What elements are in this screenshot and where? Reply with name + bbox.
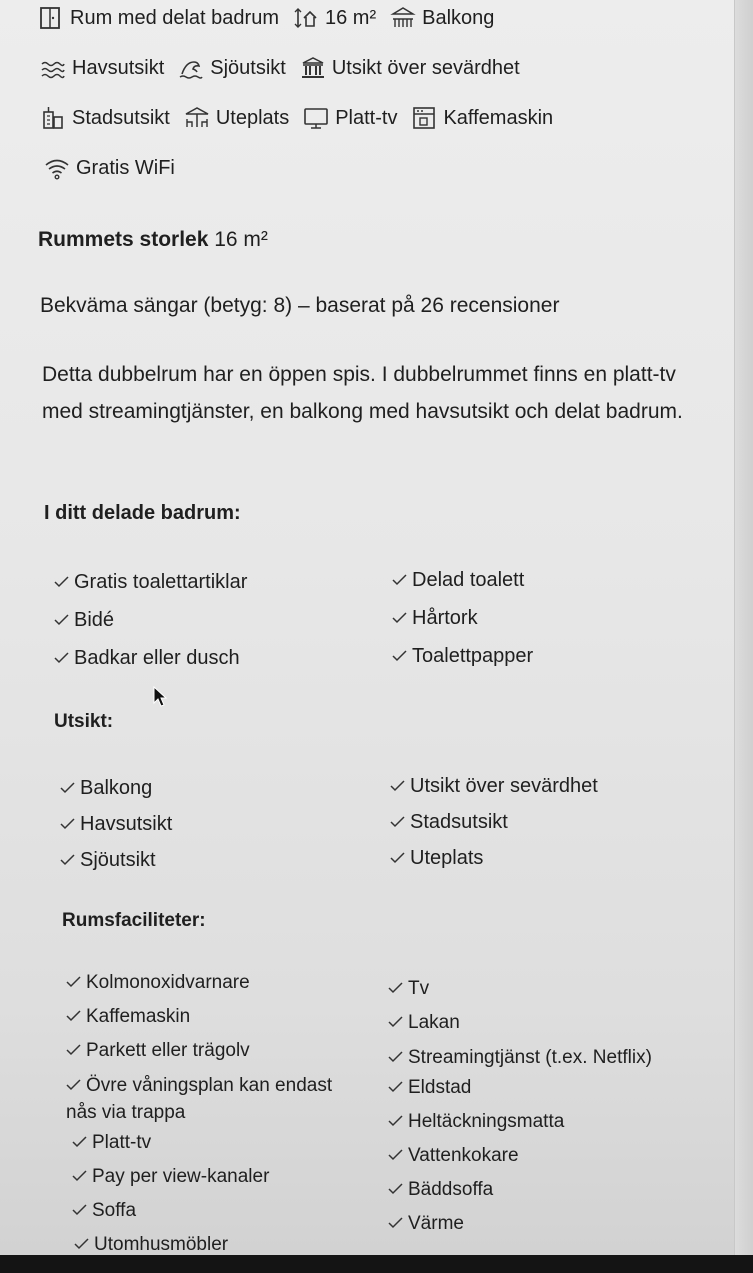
checkmark-icon	[66, 1034, 86, 1068]
checkmark-icon	[388, 1139, 408, 1173]
facility-label: Sjöutsikt	[210, 56, 286, 79]
facility-label: Kaffemaskin	[443, 106, 554, 129]
checkmark-icon	[60, 842, 80, 878]
list-item: Badkar eller dusch	[54, 639, 247, 677]
checkmark-icon	[388, 1207, 408, 1241]
facility-label: Rum med delat badrum	[70, 6, 279, 29]
facility-label: Utsikt över sevärdhet	[331, 56, 520, 79]
checkmark-icon	[388, 1173, 408, 1207]
checkmark-icon	[388, 1105, 408, 1139]
checkmark-icon	[54, 639, 74, 677]
checkmark-icon	[390, 804, 410, 840]
room-facilities-list-left	[66, 966, 356, 1255]
checkmark-icon	[74, 1228, 94, 1255]
list-item: Övre våningsplan kan endast nås via trappa	[66, 1068, 356, 1126]
list-item: Vattenkokare	[388, 1139, 688, 1173]
checkmark-icon	[392, 599, 412, 637]
room-size-label: Rummets storlek	[38, 228, 209, 251]
room-facilities-list-right	[388, 972, 688, 1241]
list-item: Platt-tv	[66, 1126, 356, 1160]
checkmark-icon	[66, 1072, 86, 1099]
landmark-icon	[300, 56, 326, 80]
facility-label: Platt-tv	[335, 106, 398, 129]
facility-patio	[184, 106, 289, 130]
checkmark-icon	[54, 563, 74, 601]
view-list-right	[390, 768, 598, 876]
checkmark-icon	[66, 1000, 86, 1034]
bathroom-title: I ditt delade badrum:	[44, 502, 241, 524]
list-item: Värme	[388, 1207, 688, 1241]
list-item: Delad toalett	[392, 561, 533, 599]
checkmark-icon	[60, 770, 80, 806]
list-item: Tv	[388, 972, 688, 1006]
list-item: Havsutsikt	[60, 806, 172, 842]
checkmark-icon	[66, 966, 86, 1000]
list-item: Pay per view-kanaler	[66, 1160, 356, 1194]
list-item: Eldstad	[388, 1071, 688, 1105]
facility-balcony	[390, 6, 494, 30]
city-view-icon	[40, 106, 66, 130]
sea-view-icon	[40, 56, 66, 80]
facility-label: Uteplats	[215, 106, 290, 129]
list-item: Utomhusmöbler	[66, 1228, 356, 1255]
lake-view-icon	[178, 56, 204, 80]
list-item: Kolmonoxidvarnare	[66, 966, 356, 1000]
view-list-left	[60, 770, 172, 878]
checkmark-icon	[390, 768, 410, 804]
list-item: Stadsutsikt	[390, 804, 598, 840]
checkmark-icon	[392, 561, 412, 599]
room-size-value: 16 m²	[214, 228, 268, 251]
room-size	[38, 228, 268, 252]
room-description: Detta dubbelrum har en öppen spis. I dubbelrummet finns en platt-tv med streamingtjänster, en balkong med havsutsikt och delat badrum.	[42, 363, 683, 423]
facility-row-2	[40, 56, 534, 80]
checkmark-icon	[388, 972, 408, 1006]
list-item: Hårtork	[392, 599, 533, 637]
patio-icon	[184, 106, 210, 130]
checkmark-icon	[390, 840, 410, 876]
list-item: Soffa	[66, 1194, 356, 1228]
room-facilities-title: Rumsfaciliteter:	[62, 910, 206, 931]
bed-rating-text: Bekväma sängar (betyg: 8) – baserat på 26 recensioner	[40, 294, 560, 317]
bathroom-list-left	[54, 563, 247, 677]
facility-room	[38, 6, 279, 30]
facility-coffee-machine	[411, 106, 553, 130]
scrollbar-gutter[interactable]	[734, 0, 753, 1255]
checkmark-icon	[388, 1044, 408, 1071]
checkmark-icon	[388, 1006, 408, 1040]
list-item: Streamingtjänst (t.ex. Netflix)	[388, 1040, 688, 1071]
facility-area	[293, 6, 376, 30]
facility-row-3	[40, 106, 567, 130]
facility-label: Stadsutsikt	[72, 106, 170, 129]
facility-city-view	[40, 106, 170, 130]
facility-tv	[303, 106, 397, 130]
facility-sea-view	[40, 56, 164, 80]
list-item: Gratis toalettartiklar	[54, 563, 247, 601]
checkmark-icon	[72, 1126, 92, 1160]
facility-label: 16 m²	[324, 6, 377, 29]
screen-bezel	[0, 1255, 753, 1273]
checkmark-icon	[72, 1194, 92, 1228]
checkmark-icon	[60, 806, 80, 842]
facility-lake-view	[178, 56, 286, 80]
balcony-icon	[390, 6, 416, 30]
list-item: Heltäckningsmatta	[388, 1105, 688, 1139]
bathroom-list-right	[392, 561, 533, 675]
coffee-machine-icon	[411, 106, 437, 130]
list-item: Sjöutsikt	[60, 842, 172, 878]
facility-landmark-view	[300, 56, 520, 80]
facility-label: Havsutsikt	[72, 56, 165, 79]
room-icon	[38, 6, 64, 30]
facility-label: Balkong	[422, 6, 495, 29]
list-item: Parkett eller trägolv	[66, 1034, 356, 1068]
list-item: Bäddsoffa	[388, 1173, 688, 1207]
list-item: Toalettpapper	[392, 637, 533, 675]
mouse-cursor-icon	[152, 685, 168, 709]
facility-label: Gratis WiFi	[76, 156, 175, 179]
list-item: Kaffemaskin	[66, 1000, 356, 1034]
checkmark-icon	[392, 637, 412, 675]
facility-wifi	[44, 156, 175, 180]
checkmark-icon	[54, 601, 74, 639]
checkmark-icon	[72, 1160, 92, 1194]
area-icon	[293, 6, 319, 30]
view-title: Utsikt:	[54, 711, 114, 732]
list-item: Uteplats	[390, 840, 598, 876]
list-item: Utsikt över sevärdhet	[390, 768, 598, 804]
tv-icon	[303, 106, 329, 130]
facility-row-4	[44, 156, 189, 180]
list-item: Balkong	[60, 770, 172, 806]
list-item: Bidé	[54, 601, 247, 639]
facility-row-1	[38, 6, 508, 30]
wifi-icon	[44, 156, 70, 180]
checkmark-icon	[388, 1071, 408, 1105]
list-item: Lakan	[388, 1006, 688, 1040]
